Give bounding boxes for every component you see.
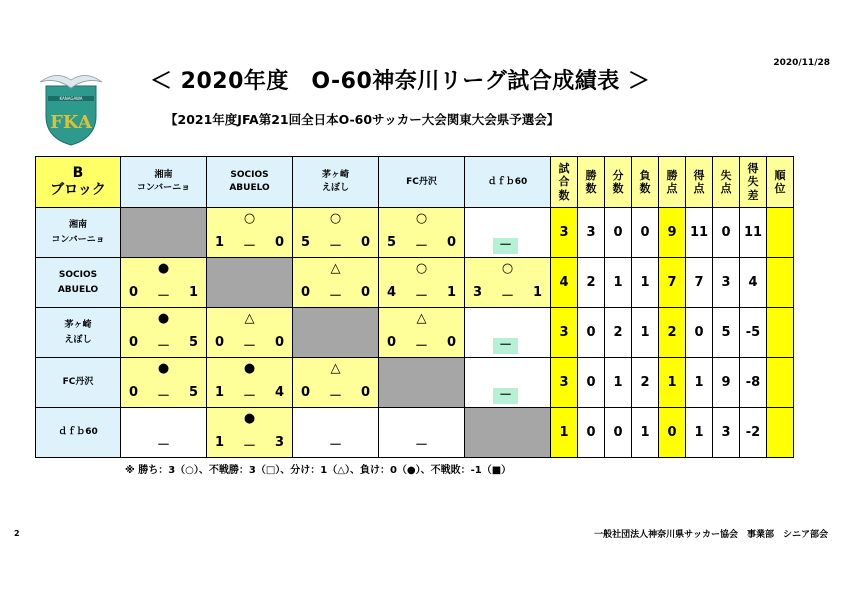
score-part: 5 (188, 335, 198, 350)
unplayed-marker: － (493, 338, 518, 354)
stat-value-cell (767, 408, 794, 458)
logo-text: KANAGAWA (59, 96, 83, 102)
stat-value-cell: 4 (740, 258, 767, 308)
team-name-label: ABUELO (57, 284, 99, 295)
stat-header-cell (713, 157, 740, 208)
stat-value-cell: 0 (713, 208, 740, 258)
result-mark: ● (157, 261, 170, 276)
team-name-label: SOCIOS (58, 270, 98, 281)
score-part: － (414, 239, 428, 254)
table-row (36, 308, 794, 358)
result-mark: ○ (501, 261, 514, 276)
match-score (207, 435, 292, 454)
team-header-label: えぼし (321, 183, 349, 193)
stat-header-label: 差 (747, 188, 759, 202)
match-result-cell (379, 208, 465, 258)
score-part: 0 (446, 235, 456, 250)
stat-header-label: 負 (639, 168, 651, 182)
score-part: 0 (387, 335, 397, 350)
team-name-cell (36, 308, 121, 358)
match-result-cell (293, 208, 379, 258)
block-label: ブロック (50, 182, 106, 198)
match-score (379, 235, 464, 254)
stat-value-cell: 0 (578, 308, 605, 358)
team-header-cell (121, 157, 207, 208)
unplayed-match-cell (465, 358, 551, 408)
team-name-label: えぼし (64, 334, 92, 345)
header-row (36, 157, 794, 208)
self-match-cell (121, 208, 207, 258)
stat-value-cell: 3 (551, 308, 578, 358)
page-title: ＜ 2020年度 O-60神奈川リーグ試合成績表 ＞ (150, 69, 651, 94)
association-logo (38, 68, 104, 146)
stat-value-cell: 9 (713, 358, 740, 408)
stat-value-cell: 1 (632, 258, 659, 308)
table-row (36, 408, 794, 458)
match-score (121, 385, 206, 404)
result-mark: △ (244, 311, 255, 326)
result-mark: ● (243, 411, 256, 426)
match-result-cell (207, 308, 293, 358)
score-part: 1 (215, 385, 225, 400)
score-part: － (156, 389, 170, 404)
stat-header-cell (632, 157, 659, 208)
self-match-cell (465, 408, 551, 458)
score-part: 0 (301, 285, 311, 300)
svg-text:FKA: FKA (50, 112, 92, 133)
unplayed-dash: － (156, 438, 170, 453)
unplayed-match-cell (121, 408, 207, 458)
match-score (121, 285, 206, 304)
score-part: 0 (274, 235, 284, 250)
stat-value-cell: 2 (578, 258, 605, 308)
score-part: 5 (301, 235, 311, 250)
stat-value-cell: 1 (632, 308, 659, 358)
score-part: 5 (387, 235, 397, 250)
result-mark: ○ (415, 211, 428, 226)
team-header-cell (465, 157, 551, 208)
score-part: 0 (360, 235, 370, 250)
block-header-cell (36, 157, 121, 208)
stat-header-label: 順 (774, 168, 786, 182)
self-match-cell (207, 258, 293, 308)
score-part: 0 (360, 385, 370, 400)
score-part: － (242, 389, 256, 404)
stat-value-cell: 0 (659, 408, 686, 458)
score-part: 1 (446, 285, 456, 300)
stat-header-cell (578, 157, 605, 208)
match-score (293, 285, 378, 304)
team-header-cell (379, 157, 465, 208)
stat-value-cell: 1 (686, 408, 713, 458)
score-part: － (414, 339, 428, 354)
table-body (36, 208, 794, 458)
stat-header-label: 分 (612, 168, 624, 182)
stat-value-cell: 2 (659, 308, 686, 358)
stat-value-cell: 3 (713, 258, 740, 308)
stat-header-label: 点 (720, 182, 732, 195)
result-mark: ○ (329, 211, 342, 226)
match-result-cell (293, 258, 379, 308)
unplayed-dash: － (414, 438, 428, 453)
stat-header-label: 勝 (666, 168, 678, 182)
stat-value-cell: -2 (740, 408, 767, 458)
stat-header-label: 失 (720, 168, 732, 182)
unplayed-dash: － (328, 438, 342, 453)
match-score (293, 235, 378, 254)
stat-value-cell: -8 (740, 358, 767, 408)
team-name-cell (36, 208, 121, 258)
match-result-cell (207, 408, 293, 458)
score-part: 1 (215, 435, 225, 450)
stat-value-cell (767, 358, 794, 408)
table-row (36, 358, 794, 408)
team-name-label: 湘南 (68, 220, 87, 231)
stat-value-cell: 3 (713, 408, 740, 458)
unplayed-marker: － (493, 238, 518, 254)
score-part: － (328, 289, 342, 304)
score-part: 0 (129, 335, 139, 350)
match-result-cell (121, 358, 207, 408)
score-part: 1 (532, 285, 542, 300)
report-date: 2020/11/28 (773, 58, 830, 68)
legend-note: ※ 勝ち：3（○）、不戦勝：3（□）、分け：1（△）、負け：0（●）、不戦敗：-1（■） (125, 465, 512, 476)
stat-value-cell: 5 (713, 308, 740, 358)
stat-value-cell: 1 (605, 358, 632, 408)
match-score (207, 385, 292, 404)
score-part: 5 (188, 385, 198, 400)
score-part: － (242, 239, 256, 254)
stat-header-label: 失 (747, 175, 759, 189)
result-mark: △ (330, 261, 341, 276)
stat-header-label: 数 (558, 188, 570, 202)
team-name-label: ｄｆｂ60 (58, 427, 98, 438)
team-header-label: コンバーニョ (136, 183, 191, 193)
score-part: 0 (360, 285, 370, 300)
team-name-label: コンバーニョ (51, 234, 105, 245)
team-header-label: ｄｆｂ60 (487, 176, 528, 187)
stat-value-cell: 0 (632, 208, 659, 258)
result-mark: △ (330, 361, 341, 376)
stat-header-label: 得 (747, 162, 759, 176)
result-mark: △ (416, 311, 427, 326)
result-mark: ● (243, 361, 256, 376)
stat-value-cell: 1 (686, 358, 713, 408)
score-part: － (500, 289, 514, 304)
stat-header-label: 点 (693, 182, 705, 195)
stat-header-label: 得 (693, 168, 705, 182)
page-number: 2 (14, 529, 20, 538)
self-match-cell (293, 308, 379, 358)
score-part: － (328, 389, 342, 404)
stat-value-cell: 1 (605, 258, 632, 308)
stat-value-cell: 11 (686, 208, 713, 258)
score-part: 0 (215, 335, 225, 350)
stat-value-cell: 0 (605, 208, 632, 258)
stat-header-label: 試 (558, 162, 570, 176)
team-header-label: FC丹沢 (406, 176, 437, 187)
team-name-label: FC丹沢 (62, 377, 94, 388)
score-part: 4 (387, 285, 397, 300)
stat-header-label: 数 (639, 182, 651, 195)
match-score (207, 335, 292, 354)
score-part: 1 (215, 235, 225, 250)
stat-value-cell: 0 (686, 308, 713, 358)
team-header-label: 湘南 (154, 170, 173, 181)
score-part: 4 (274, 385, 284, 400)
stat-value-cell: 0 (578, 358, 605, 408)
table-row (36, 208, 794, 258)
result-mark: ○ (415, 261, 428, 276)
match-result-cell (293, 358, 379, 408)
stat-value-cell: -5 (740, 308, 767, 358)
match-result-cell (121, 258, 207, 308)
score-part: － (414, 289, 428, 304)
stat-header-cell (767, 157, 794, 208)
match-score (379, 335, 464, 354)
match-result-cell (379, 308, 465, 358)
match-score (465, 285, 550, 304)
stat-value-cell: 4 (551, 258, 578, 308)
stat-value-cell: 1 (551, 408, 578, 458)
self-match-cell (379, 358, 465, 408)
footer-organization: 一般社団法人神奈川県サッカー協会 事業部 シニア部会 (594, 530, 828, 540)
stat-value-cell (767, 308, 794, 358)
stat-value-cell: 3 (551, 358, 578, 408)
stat-header-label: 点 (666, 182, 678, 195)
unplayed-match-cell (465, 308, 551, 358)
score-part: － (242, 339, 256, 354)
stat-value-cell: 3 (551, 208, 578, 258)
stat-header-cell (659, 157, 686, 208)
stat-value-cell (767, 258, 794, 308)
stat-value-cell: 2 (632, 358, 659, 408)
result-mark: ● (157, 361, 170, 376)
results-table (35, 156, 794, 458)
stat-header-cell (551, 157, 578, 208)
stat-header-label: 数 (585, 182, 597, 195)
table-row (36, 258, 794, 308)
match-result-cell (121, 308, 207, 358)
match-score (293, 385, 378, 404)
team-name-cell (36, 258, 121, 308)
team-name-cell (36, 358, 121, 408)
stat-value-cell: 1 (659, 358, 686, 408)
stat-header-cell (686, 157, 713, 208)
team-header-label: SOCIOS (230, 170, 269, 181)
stat-value-cell: 1 (632, 408, 659, 458)
score-part: 3 (274, 435, 284, 450)
stat-value-cell: 11 (740, 208, 767, 258)
score-part: － (328, 239, 342, 254)
stat-value-cell: 7 (686, 258, 713, 308)
score-part: 0 (129, 385, 139, 400)
stat-value-cell (767, 208, 794, 258)
match-result-cell (379, 258, 465, 308)
stat-value-cell: 2 (605, 308, 632, 358)
score-part: 3 (473, 285, 483, 300)
score-part: 1 (188, 285, 198, 300)
stat-header-label: 数 (612, 182, 624, 195)
stat-header-label: 合 (558, 175, 570, 189)
match-score (121, 335, 206, 354)
team-header-label: 茅ヶ崎 (321, 170, 349, 181)
match-result-cell (207, 208, 293, 258)
team-header-cell (293, 157, 379, 208)
match-result-cell (465, 258, 551, 308)
stat-value-cell: 0 (605, 408, 632, 458)
score-part: － (242, 439, 256, 454)
unplayed-match-cell (293, 408, 379, 458)
score-part: 0 (274, 335, 284, 350)
unplayed-match-cell (465, 208, 551, 258)
result-mark: ○ (243, 211, 256, 226)
unplayed-match-cell (379, 408, 465, 458)
score-part: － (156, 339, 170, 354)
stat-header-cell (740, 157, 767, 208)
score-part: 0 (301, 385, 311, 400)
team-name-cell (36, 408, 121, 458)
score-part: 0 (446, 335, 456, 350)
team-name-label: 茅ヶ崎 (64, 320, 92, 331)
page-subtitle: 【2021年度JFA第21回全日本O-60サッカー大会関東大会県予選会】 (165, 112, 560, 127)
stat-value-cell: 0 (578, 408, 605, 458)
stat-value-cell: 9 (659, 208, 686, 258)
block-label: B (72, 164, 84, 181)
result-mark: ● (157, 311, 170, 326)
match-result-cell (207, 358, 293, 408)
score-part: － (156, 289, 170, 304)
match-score (379, 285, 464, 304)
score-part: 0 (129, 285, 139, 300)
stat-header-cell (605, 157, 632, 208)
stat-header-label: 勝 (585, 168, 597, 182)
unplayed-marker: － (493, 388, 518, 404)
team-header-cell (207, 157, 293, 208)
stat-value-cell: 3 (578, 208, 605, 258)
stat-header-label: 位 (774, 182, 786, 195)
match-score (207, 235, 292, 254)
stat-value-cell: 7 (659, 258, 686, 308)
team-header-label: ABUELO (229, 183, 270, 193)
